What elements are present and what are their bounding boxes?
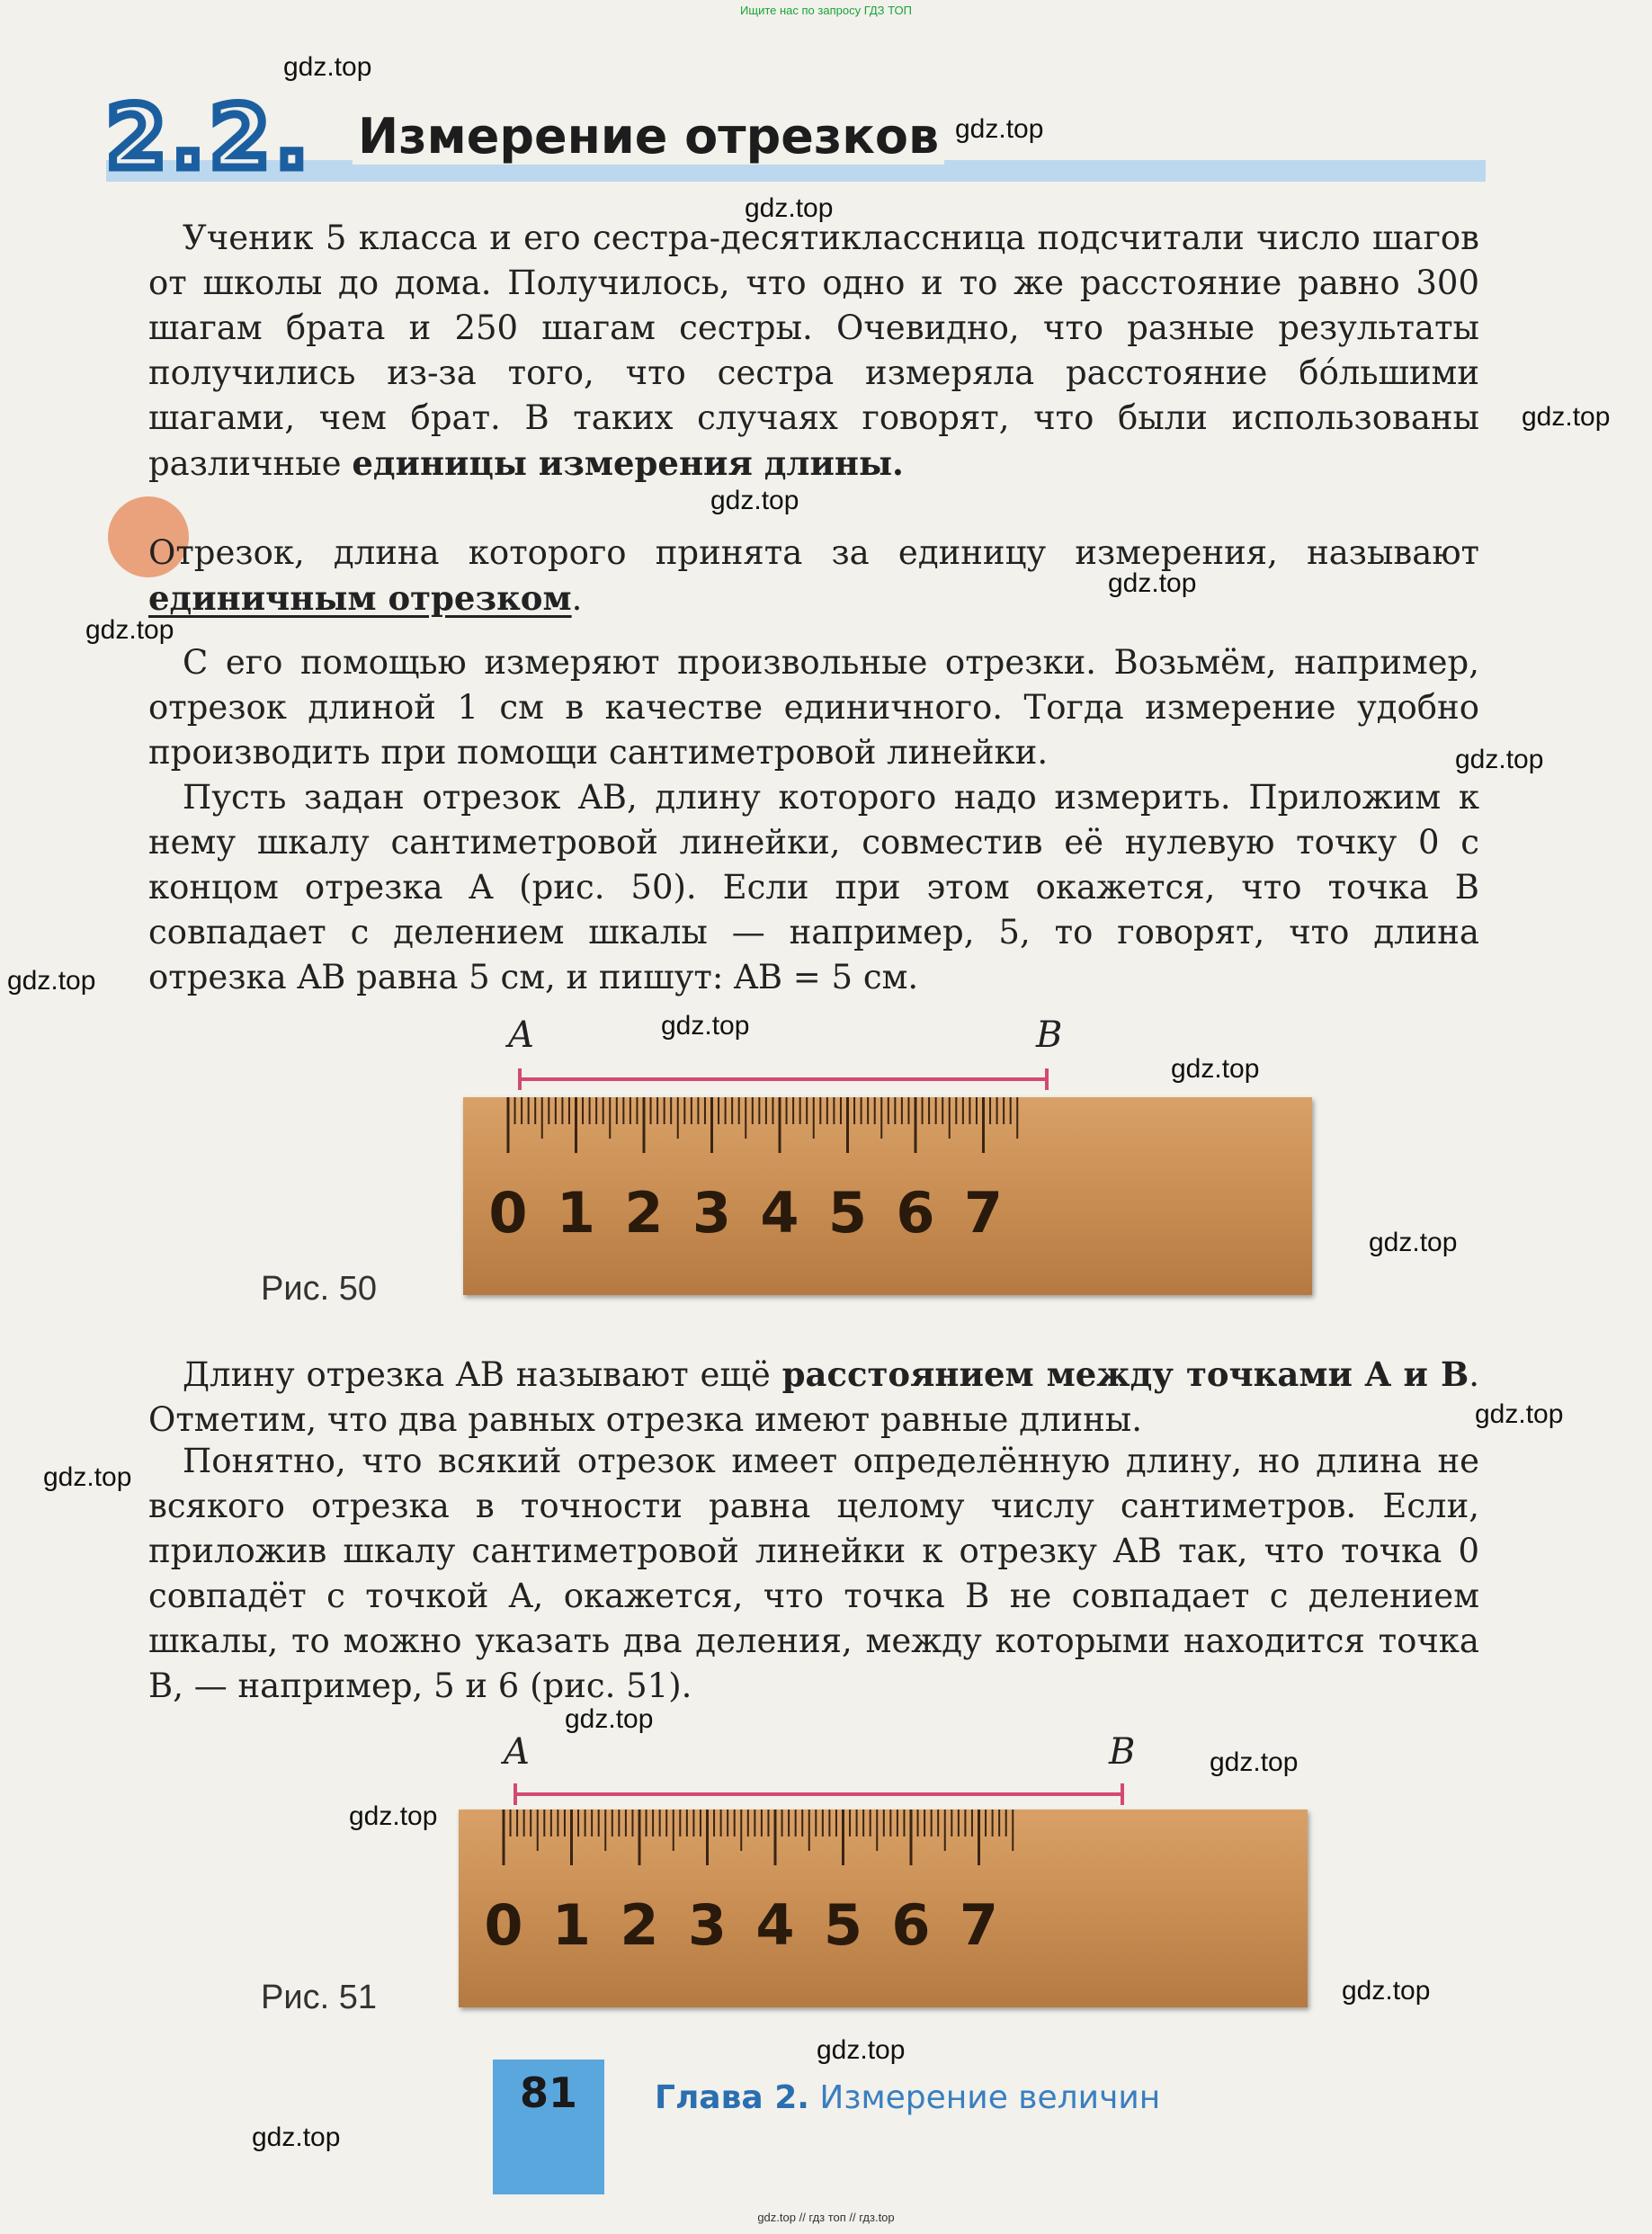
- page-number: 81: [519, 2069, 577, 2117]
- term-unit-segment: единичным отрезком: [148, 578, 572, 618]
- ruler-number: 0: [488, 1180, 528, 1246]
- section-number: 2.2.: [106, 87, 314, 188]
- watermark: gdz.top: [710, 486, 799, 515]
- paragraph-4: Длину отрезка AB называют ещё расстоянием между точками A и B. Отметим, что два равных отрезка имеют равные длины.: [148, 1354, 1479, 1439]
- watermark: gdz.top: [7, 966, 96, 996]
- watermark: gdz.top: [817, 2035, 906, 2065]
- segment-ab: [504, 1061, 1061, 1097]
- term-distance: расстоянием между точками A и B: [781, 1354, 1469, 1394]
- top-note: Ищите нас по запросу ГДЗ ТОП: [740, 4, 912, 17]
- point-b-label: B: [1036, 1014, 1063, 1056]
- point-b-label: B: [1109, 1731, 1136, 1773]
- ruler-number: 3: [692, 1180, 732, 1246]
- ruler-number: 6: [896, 1180, 935, 1246]
- watermark: gdz.top: [43, 1462, 132, 1492]
- point-a-label: A: [504, 1731, 530, 1773]
- ruler-number: 6: [891, 1892, 931, 1958]
- point-a-label: A: [508, 1014, 534, 1056]
- ruler-number: 0: [484, 1892, 523, 1958]
- ruler-number: 5: [827, 1180, 868, 1246]
- ruler-number: 2: [620, 1892, 659, 1958]
- paragraph-2: С его помощью измеряют произвольные отрезки. Возьмём, например, отрезок длиной 1 см в качестве единичного. Тогда измерение удобно производить при помощи сантиметровой линейки.: [148, 643, 1479, 772]
- section-title: Измерение отрезков: [353, 108, 944, 165]
- paragraph-1: Ученик 5 класса и его сестра-десятиклассница подсчитали число шагов от школы до дома. Получилось, что одно и то же расстояние равно 300 шагам брата и 250 шагам сестры. Очевидно, что разные результаты получились из-за того, что сестра измеряла расстояние бóльшими шагами, чем брат. В таких случаях говорят, что были использованы различные единицы измерения длины.: [148, 219, 1479, 483]
- watermark: gdz.top: [1108, 568, 1197, 598]
- ruler-number: 3: [687, 1892, 728, 1958]
- watermark: gdz.top: [1369, 1228, 1458, 1257]
- ruler: [463, 1097, 1312, 1295]
- ruler-number: 2: [624, 1180, 664, 1246]
- ruler-number: 7: [959, 1892, 999, 1958]
- watermark: gdz.top: [745, 193, 834, 223]
- ruler-number: 4: [755, 1892, 795, 1958]
- ruler-scale: [459, 1810, 1308, 2007]
- ruler-number: 1: [551, 1892, 592, 1958]
- watermark: gdz.top: [1210, 1747, 1299, 1777]
- watermark: gdz.top: [1342, 1976, 1431, 2006]
- watermark: gdz.top: [661, 1011, 750, 1041]
- figure-caption: Рис. 51: [261, 1979, 377, 2016]
- segment-ab: [499, 1776, 1147, 1812]
- watermark: gdz.top: [1522, 402, 1611, 432]
- bottom-note: gdz.top // гдз топ // гдз.top: [757, 2211, 895, 2224]
- paragraph-5: Понятно, что всякий отрезок имеет определённую длину, но длина не всякого отрезка в точности равна целому числу сантиметров. Если, приложив шкалу сантиметровой линейки к отрезку AB так, что точка 0 совпадёт с точкой A, окажется, что точка B не совпадает с делением шкалы, то можно указать два деления, между которыми находится точка B, — например, 5 и 6 (рис. 51).: [148, 1442, 1479, 1705]
- chapter-footer: Глава 2. Измерение величин: [655, 2079, 1161, 2116]
- watermark: gdz.top: [1455, 745, 1544, 774]
- ruler-number: 5: [823, 1892, 863, 1958]
- ruler: [459, 1810, 1308, 2007]
- watermark: gdz.top: [85, 615, 174, 645]
- ruler-number: 7: [963, 1180, 1004, 1246]
- watermark: gdz.top: [252, 2122, 341, 2152]
- ruler-scale: [463, 1097, 1312, 1295]
- watermark: gdz.top: [283, 52, 372, 82]
- paragraph-3: Пусть задан отрезок AB, длину которого надо измерить. Приложим к нему шкалу сантиметровой линейки, совместив её нулевую точку 0 с концом отрезка A (рис. 50). Если при этом окажется, что точка B совпадает с делением шкалы — например, 5, то говорят, что длина отрезка AB равна 5 см, и пишут: AB = 5 см.: [148, 778, 1479, 996]
- watermark: gdz.top: [1475, 1399, 1564, 1429]
- ruler-number: 1: [556, 1180, 596, 1246]
- watermark: gdz.top: [1171, 1054, 1260, 1084]
- term-length-units: единицы измерения длины.: [352, 443, 904, 483]
- ruler-number: 4: [760, 1180, 799, 1246]
- watermark: gdz.top: [955, 114, 1044, 144]
- watermark: gdz.top: [565, 1704, 654, 1734]
- definition: Отрезок, длина которого принята за единицу измерения, называют единичным отрезком.: [148, 533, 1479, 618]
- watermark: gdz.top: [349, 1801, 438, 1831]
- figure-caption: Рис. 50: [261, 1270, 377, 1308]
